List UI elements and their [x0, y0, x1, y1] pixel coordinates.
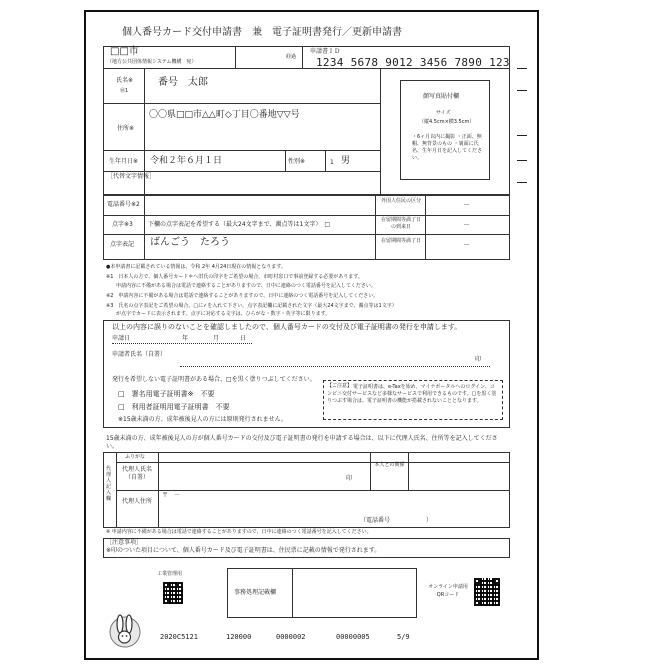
furigana-label: ふりがな: [125, 454, 146, 460]
management-qr: [163, 582, 183, 604]
remark-title: 【ご注意】: [327, 383, 353, 389]
foreign-resident-label: 外国人住民の区分: [380, 198, 421, 204]
note-3b: が点字でカードに表示されます。点字に対応する文字は、ひらがな・数字・英字等に限ります。: [106, 311, 331, 317]
residence-expiry-value: －: [463, 221, 470, 229]
remark-text: 電子証明書は、e-Taxを始め、マイナポータルへのログイン、コンビニ交付サービスなど多様なサービスで利用できるものです。□を黒く塗りつぶす場合は、電子証明書の機能が搭載されないこととなります。: [327, 384, 497, 404]
name-value: 番号 太郎: [158, 77, 208, 88]
application-id: 1234 5678 9012 3456 7890 123: [316, 56, 510, 69]
footer-code-4: 00000005: [336, 633, 370, 641]
date-day: 日: [240, 335, 247, 342]
flag-label: 経過: [286, 54, 297, 60]
signer-seal: 印: [475, 356, 482, 363]
proxy-intro: 15歳未満の方、成年被後見人の方が個人番号カードの交付及び電子証明書の発行を申請する場合は、以下に代理人氏名、住所等を記入してください。: [106, 435, 498, 450]
footer-code-1: 2020C5121: [160, 633, 198, 641]
municipality-note: （地方公共団体情報システム機構 宛）: [107, 59, 197, 65]
alt-chars-label: ［代替文字情報］: [107, 173, 156, 180]
footer-code-3: 0000002: [276, 633, 306, 641]
notice-text: ※印のついた項目について、個人番号カード及び電子証明書は、住民票に記載の情報で発行されます。: [106, 547, 381, 554]
cert-signature-option[interactable]: □ 署名用電子証明書※ 不要: [118, 390, 215, 398]
address-label: 住所※: [117, 125, 135, 132]
sex-label: 性別※: [288, 158, 306, 165]
name-sub: ㊞1: [120, 88, 129, 94]
cert-note: ※15歳未満の方、成年被後見人の方には原則発行されません。: [118, 416, 288, 423]
photo-note: ・6ヶ月以内に撮影 ・正面、無帽、無背景のもの ・裏面に氏名、生年月日を記入してください。: [412, 134, 483, 161]
proxy-name-label: 代理人氏名（自署）: [121, 466, 152, 481]
footer-page: 5/9: [397, 633, 410, 641]
note-3: ※3 氏名の点字表記をご希望の場合、□に✓を入れて下さい。点字表記欄に記載された文字（最大24文字まで、濁点等は1文字）: [106, 303, 397, 309]
phone-label: 電話番号※2: [107, 201, 140, 208]
photo-size-label: サイズ: [436, 110, 451, 116]
online-application-qr[interactable]: [474, 578, 500, 606]
municipality-name: □□市: [110, 46, 139, 57]
footer-code-2: 120000: [226, 633, 252, 641]
dob-label: 生年月日※: [109, 158, 139, 165]
proxy-phone[interactable]: （電話番号 ）: [360, 517, 433, 524]
signature-line[interactable]: [180, 366, 490, 367]
sex-value: 男: [341, 156, 351, 166]
rabbit-mascot-icon: [108, 612, 142, 648]
office-use-label: 事務処理記載欄: [234, 589, 277, 596]
note-2: ※2 申請内容に不備がある場合は電話で連絡することがありますので、日中に連絡のつく電話番号を記入してください。: [106, 293, 379, 299]
confirm-statement: 以上の内容に誤りのないことを確認しましたので、個人番号カードの交付及び電子証明書の発行を申請します。: [112, 323, 462, 331]
address-value: 〇〇県□□市△△町◇丁目〇番地▽▽号: [149, 110, 300, 120]
residence-expiry-label-2: 在留期間等満了日: [380, 238, 421, 244]
signer-label: 申請者氏名（自署）: [112, 351, 167, 358]
date-year: 年: [182, 335, 189, 342]
photo-title: 顔写真貼付欄: [423, 93, 460, 100]
sex-num: 1: [330, 159, 334, 166]
proxy-seal: 印: [346, 475, 353, 482]
form-title: 個人番号カード交付申請書 兼 電子証明書発行／更新申請書: [122, 27, 402, 38]
dob-value: 令和２年６月１日: [150, 156, 223, 166]
date-label: 申請日: [112, 335, 131, 342]
relation-label: 本人との関係: [374, 462, 405, 468]
proxy-side-label: 代理人記入欄: [106, 466, 112, 502]
issue-text: 発行を希望しない電子証明書がある場合、□を黒く塗りつぶしてください。: [112, 376, 316, 383]
note-1: ※1 日本人の方で、個人番号カード＊へ旧氏の印字をご希望の場合、市町村窓口で事前登録する必要があります。: [106, 274, 363, 280]
proxy-note: ※ 申請内容に不備がある場合は電話で連絡することがありますので、日中に連絡のつく電話番号を記入してください。: [106, 529, 372, 535]
date-month: 月: [213, 335, 220, 342]
qr-label: 工業管理用: [157, 571, 183, 577]
foreign-resident-value: －: [463, 201, 470, 209]
notice-title: ［注意事項］: [106, 539, 143, 546]
proxy-postal[interactable]: 〒 －: [162, 492, 181, 499]
braille-option[interactable]: 下欄の点字表記を希望する（最大24文字まで、濁点等は1文字） □: [148, 221, 331, 228]
name-label: 氏名※: [116, 77, 134, 84]
id-label: 申請書ＩＤ: [310, 48, 341, 55]
proxy-address-label: 代理人住所: [121, 498, 152, 505]
residence-expiry-label: 在留期間等満了日の到来日: [380, 217, 421, 230]
residence-expiry-value-2: －: [463, 241, 470, 249]
photo-size-value: （縦4.5cm×横3.5cm）: [419, 119, 475, 125]
cert-user-option[interactable]: □ 利用者証明用電子証明書 不要: [118, 403, 230, 411]
online-qr-label: オンライン申請用QRコード: [428, 584, 468, 598]
note-0: ●本申請書に記載されている情報は、令和 2年 4月24日現在の情報となります。: [106, 264, 286, 270]
braille-kana-value: ばんごう たろう: [150, 237, 230, 248]
braille-kana-label: 点字表記: [110, 241, 135, 248]
braille-label: 点字※3: [112, 221, 133, 228]
note-1b: 申請内容に不備がある場合は電話で連絡することがありますので、日中に連絡のつく電話番号を記入してください。: [106, 283, 376, 289]
